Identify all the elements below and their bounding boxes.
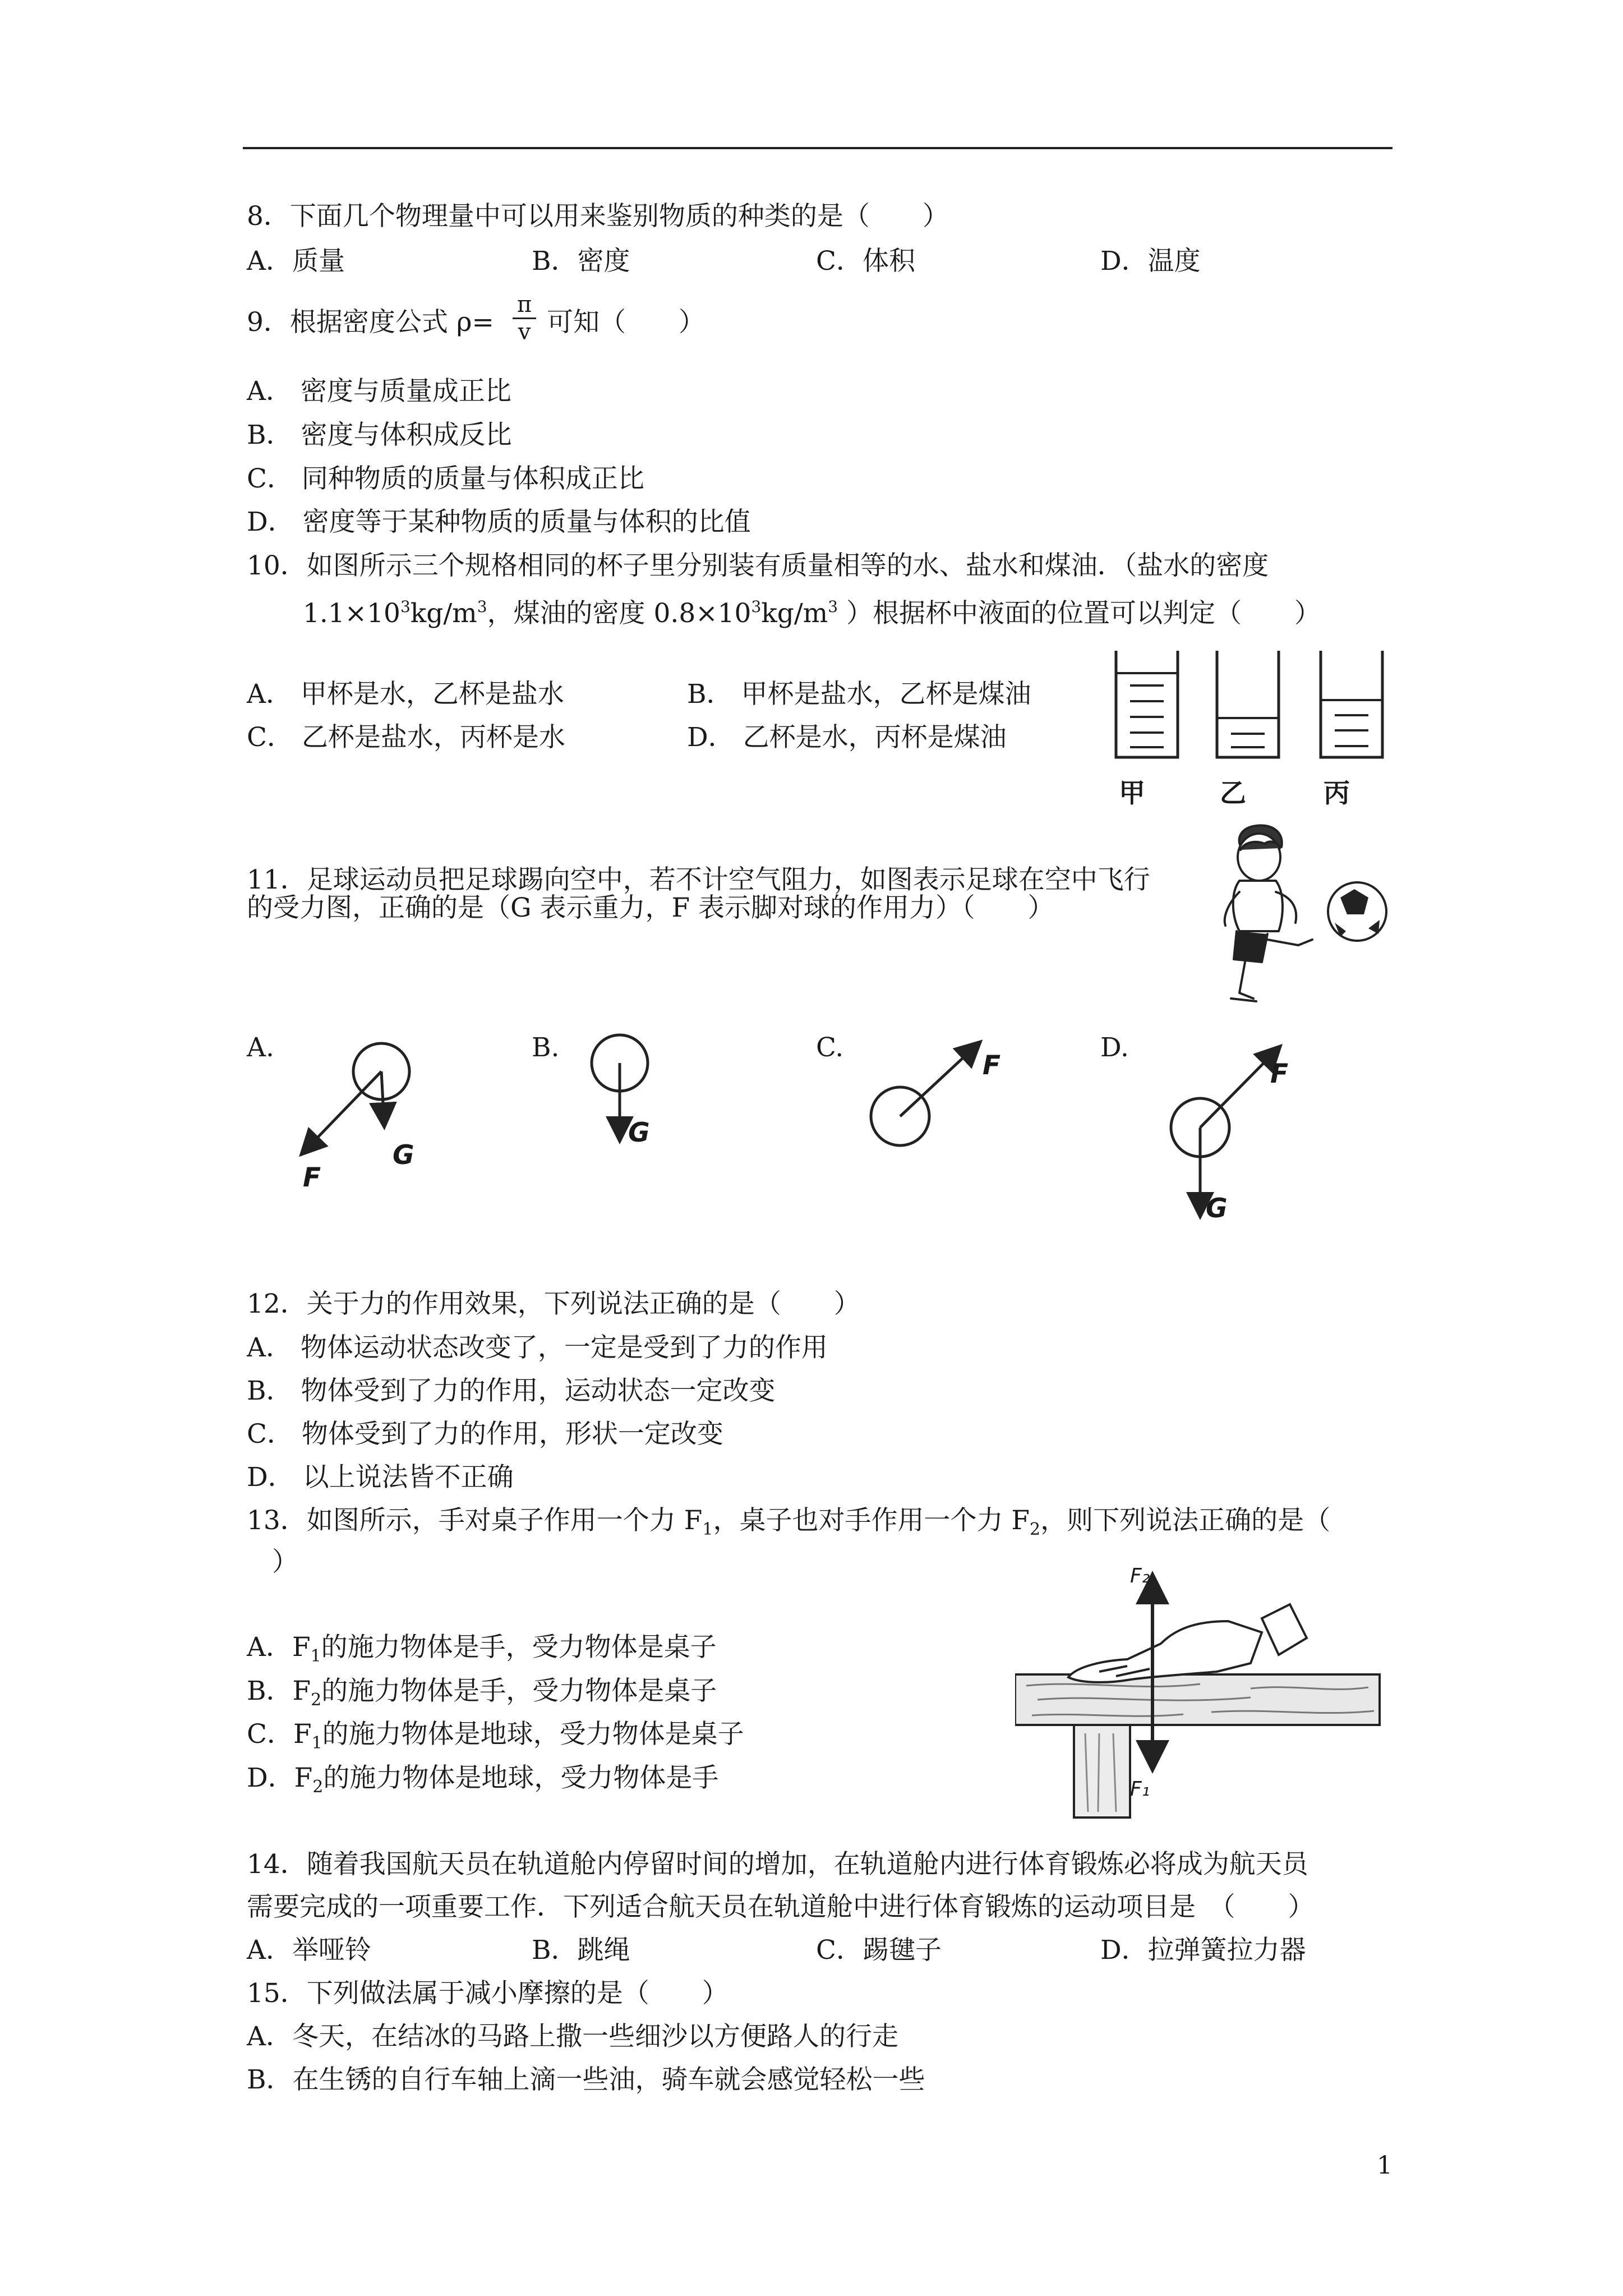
cup-yi-outline <box>1217 651 1279 757</box>
q10-option-a: A． 甲杯是水，乙杯是盐水 <box>247 679 564 710</box>
q10-stem-line2: $1.1\times 10^3kg/m^3$，煤油的密度 $0.8\times 10^3kg/m^3$ ）根据杯中液面的位置可以判定（ ） <box>303 597 1321 629</box>
q13-fig-label-F1: F₁ <box>1130 1778 1150 1801</box>
q11-d-force-label-F: F <box>1270 1059 1289 1089</box>
q10-option-b: B． 甲杯是盐水，乙杯是煤油 <box>687 679 1031 710</box>
q15-option-a: A．冬天，在结冰的马路上撒一些细沙以方便路人的行走 <box>247 2021 898 2052</box>
hand-icon <box>1068 1604 1307 1682</box>
cup-label-jia: 甲 <box>1119 778 1145 809</box>
q11-option-d-letter: D. <box>1100 1032 1129 1063</box>
q13-option-a: A．$F_1$的施力物体是手，受力物体是桌子 <box>247 1632 717 1666</box>
q13-option-b: B．$F_2$的施力物体是手，受力物体是桌子 <box>247 1676 717 1710</box>
q11-a-force-label-F: F <box>303 1162 321 1193</box>
cup-yi-liquid <box>1218 718 1278 747</box>
cup-jia-liquid <box>1117 673 1177 747</box>
q9-option-a: A． 密度与质量成正比 <box>247 376 511 407</box>
q14-option-a: A．举哑铃 <box>247 1935 371 1966</box>
q11-b-force-label-G: G <box>628 1117 650 1148</box>
q13-stem-line1: 13．如图所示，手对桌子作用一个力 $F_1$，桌子也对手作用一个力 $F_2$，则下列说法正确的是（ <box>247 1505 1331 1539</box>
q13-hand-table-figure <box>1015 1565 1385 1823</box>
q13-fig-label-F2: F₂ <box>1130 1565 1150 1588</box>
q11-soccer-player-illustration <box>1200 819 1396 1032</box>
q9-option-b: B． 密度与体积成反比 <box>247 420 512 450</box>
q15-stem: 15．下列做法属于减小摩擦的是（ ） <box>247 1978 728 2009</box>
cup-label-bing: 丙 <box>1324 778 1350 809</box>
q9-stem-suffix: 可知（ ） <box>547 307 705 338</box>
q12-stem: 12．关于力的作用效果，下列说法正确的是（ ） <box>247 1289 860 1319</box>
cup-bing-outline <box>1321 651 1382 757</box>
q11-option-a-letter: A. <box>247 1032 274 1063</box>
q8-option-d: D．温度 <box>1100 246 1201 277</box>
q9-stem-prefix: 9．根据密度公式 ρ= <box>247 307 494 338</box>
q10-option-d: D． 乙杯是水，丙杯是煤油 <box>687 722 1007 753</box>
q8-option-c: C．体积 <box>816 246 915 277</box>
cup-label-yi: 乙 <box>1220 778 1246 809</box>
q11-option-c-letter: C. <box>816 1032 844 1063</box>
cup-bing-liquid <box>1322 700 1381 746</box>
q9-option-d: D． 密度等于某种物质的质量与体积的比值 <box>247 507 751 537</box>
q11-stem-line1: 11．足球运动员把足球踢向空中，若不计空气阻力，如图表示足球在空中飞行 <box>247 864 1150 895</box>
q9-formula-fraction <box>511 292 537 345</box>
q14-option-b: B．跳绳 <box>532 1935 630 1966</box>
q13-stem-line2: ） <box>272 1547 298 1577</box>
soccer-ball-icon <box>1328 882 1386 941</box>
q10-cups-figure <box>1105 645 1408 813</box>
q14-stem-line1: 14．随着我国航天员在轨道舱内停留时间的增加，在轨道舱内进行体育锻炼必将成为航天员 <box>247 1849 1308 1880</box>
q8-option-b: B．密度 <box>532 246 630 277</box>
q8-option-a: A．质量 <box>247 246 345 277</box>
table-top <box>1015 1674 1380 1725</box>
q9-option-c: C． 同种物质的质量与体积成正比 <box>247 463 644 494</box>
q11-d-force-label-G: G <box>1206 1193 1228 1224</box>
q12-option-b: B． 物体受到了力的作用，运动状态一定改变 <box>247 1375 776 1406</box>
table-leg <box>1074 1725 1130 1818</box>
q15-option-b: B．在生锈的自行车轴上滴一些油，骑车就会感觉轻松一些 <box>247 2064 925 2095</box>
cup-jia-outline <box>1116 651 1178 757</box>
q12-option-c: C． 物体受到了力的作用，形状一定改变 <box>247 1419 723 1450</box>
q10-stem-line1: 10．如图所示三个规格相同的杯子里分别装有质量相等的水、盐水和煤油．（盐水的密度 <box>247 550 1269 581</box>
q11-option-b-letter: B. <box>532 1032 560 1063</box>
q13-option-c: C．$F_1$的施力物体是地球，受力物体是桌子 <box>247 1719 744 1753</box>
q11-stem-line2: 的受力图，正确的是（G 表示重力，F 表示脚对球的作用力）（ ） <box>247 892 1054 923</box>
q14-stem-line2: 需要完成的一项重要工作．下列适合航天员在轨道舱中进行体育锻炼的运动项目是 （ ） <box>247 1892 1315 1922</box>
q11-c-force-label-F: F <box>983 1050 1001 1081</box>
q14-option-d: D．拉弹簧拉力器 <box>1100 1935 1306 1966</box>
q11-a-force-label-G: G <box>393 1140 414 1171</box>
header-rule <box>243 147 1393 149</box>
q12-option-d: D． 以上说法皆不正确 <box>247 1462 514 1493</box>
page-number: 1 <box>1377 2151 1393 2180</box>
q9-fraction-denominator: v <box>518 319 531 345</box>
q9-fraction-numerator: π <box>517 292 532 318</box>
q12-option-a: A． 物体运动状态改变了，一定是受到了力的作用 <box>247 1332 828 1363</box>
q13-option-d: D．$F_2$的施力物体是地球，受力物体是手 <box>247 1763 719 1797</box>
q14-option-c: C．踢毽子 <box>816 1935 942 1966</box>
q8-stem: 8．下面几个物理量中可以用来鉴别物质的种类的是（ ） <box>247 201 949 232</box>
q10-option-c: C． 乙杯是盐水，丙杯是水 <box>247 722 565 753</box>
